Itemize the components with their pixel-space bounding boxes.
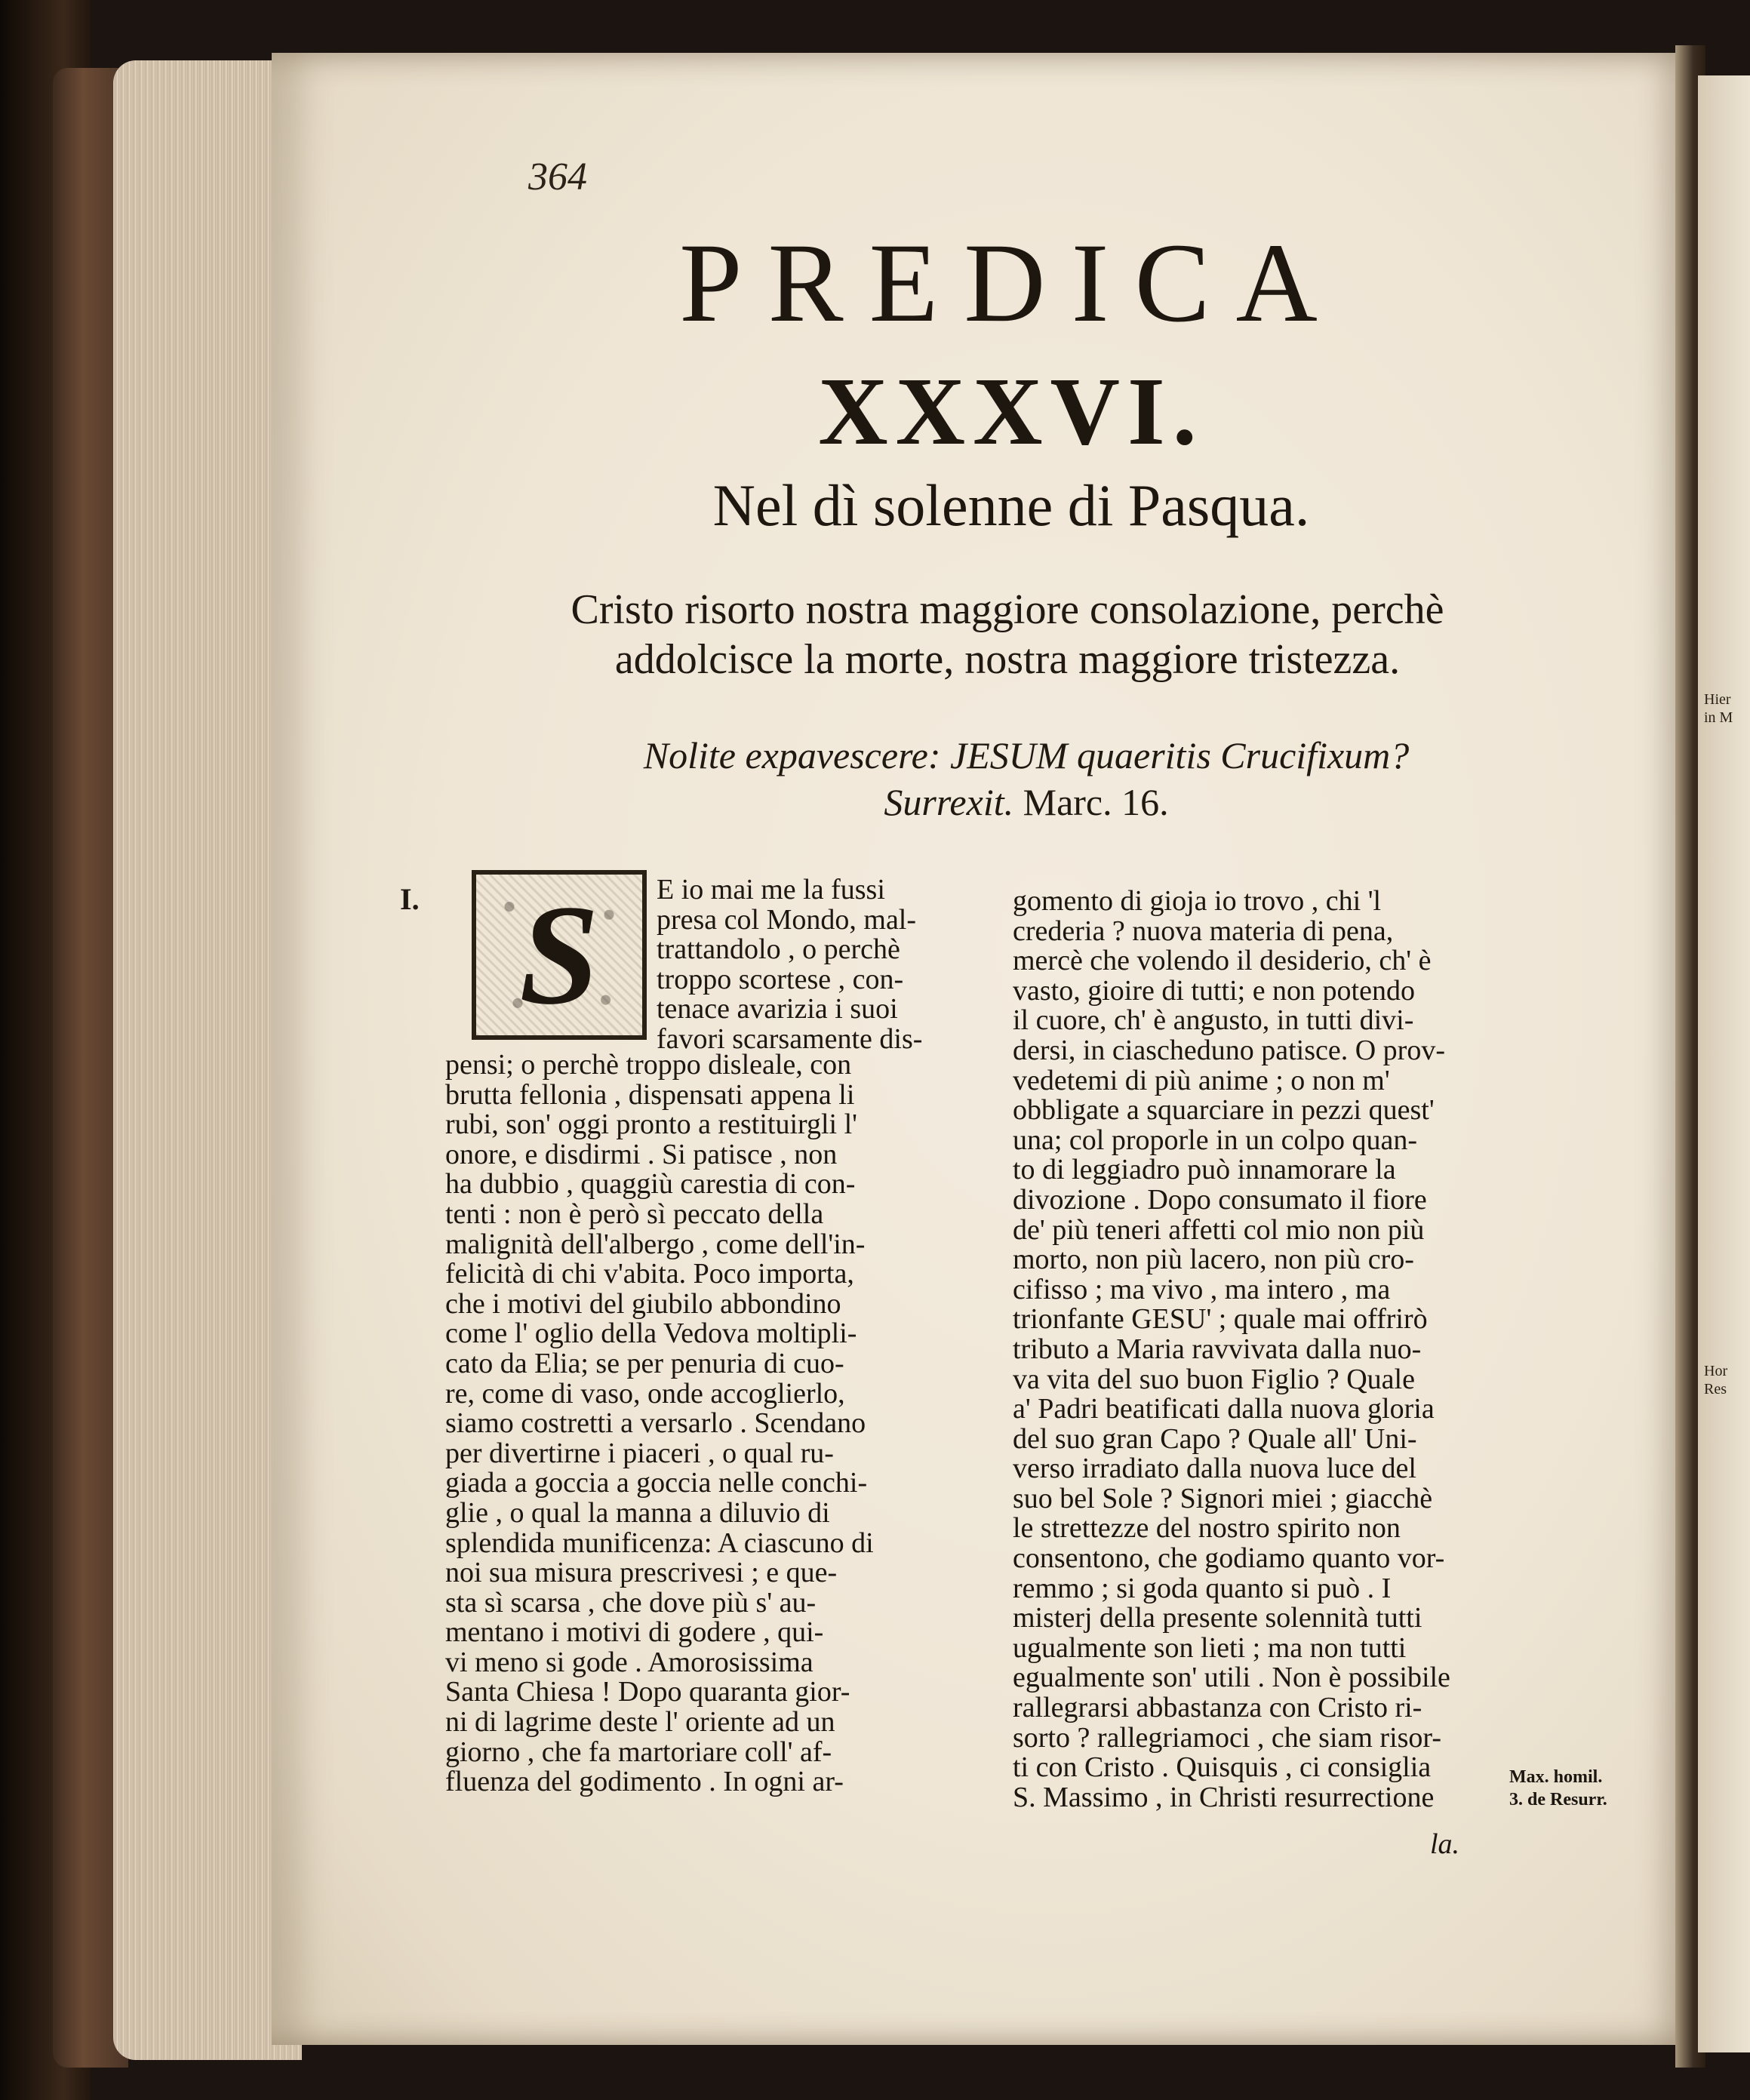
facing-page [1698, 75, 1750, 2052]
facing-page-text-mid: Hor Res [1704, 1363, 1728, 1397]
page-number: 364 [528, 155, 587, 198]
decorated-initial: S [472, 870, 647, 1040]
page-title: PREDICA [679, 220, 1343, 346]
paragraph-number: I. [400, 882, 420, 916]
sermon-occasion: Nel dì solenne di Pasqua. [712, 472, 1310, 538]
epigraph: Nolite expavescere: JESUM quaeritis Crucifixum? Surrexit. Marc. 16. [643, 734, 1410, 823]
sermon-numeral: XXXVI. [818, 358, 1204, 465]
left-column-text: pensi; o perchè troppo disleale, con brutta fellonia , dispensati appena li rubi, son' oggi pronto a restituirgli l' onore, e disdirmi . Si patisce , non ha dubbio , quaggiù carestia di con- tenti : non è però sì peccato della malignità dell'albergo , come dell'in- felicità di chi v'abita. Poco importa, che i motivi del giubilo abbondino come l' oglio della Vedova moltipli- cato da Elia; se per penuria di cuo- re, come di vaso, onde accoglierlo, siamo costretti a versarlo . Scendano per divertirne i piaceri , o qual ru- giada a goccia a goccia nelle conchi- glie , o qual la manna a diluvio di splendida munificenza: A ciascuno di noi sua misura prescrivesi ; e que- sta sì scarsa , che dove più s' au- mentano i motivi di godere , qui- vi meno si gode . Amorosissima Santa Chiesa ! Dopo quaranta gior- ni di lagrime deste l' oriente ad un giorno , che fa martoriare coll' af- fluenza del godimento . In ogni ar- [445, 1049, 874, 1798]
margin-note: Max. homil. 3. de Resurr. [1509, 1767, 1607, 1809]
sermon-subject: Cristo risorto nostra maggiore consolazione, perchè addolcisce la morte, nostra maggiore tristezza. [571, 586, 1444, 683]
left-column-opening: E io mai me la fussi presa col Mondo, mal- trattandolo , o perchè troppo scortese , con- tenace avarizia i suoi favori scarsamente dis- [657, 874, 923, 1055]
catchword: la. [1430, 1828, 1460, 1860]
right-column-text: gomento di gioja io trovo , chi 'l crederia ? nuova materia di pena, mercè che volendo il desiderio, ch' è vasto, gioire di tutti; e non potendo il cuore, ch' è angusto, in tutti divi- dersi, in ciascheduno patisce. O prov- vedetemi di più anime ; o non m' obbligate a squarciare in pezzi quest' una; col proporle in un colpo quan- to di leggiadro può innamorare la divozione . Dopo consumato il fiore de' più teneri affetti col mio non più morto, non più lacero, non più cro- cifisso ; ma vivo , ma intero , ma trionfante GESU' ; quale mai offrirò tributo a Maria ravvivata dalla nuo- va vita del suo buon Figlio ? Quale a' Padri beatificati dalla nuova gloria del suo gran Capo ? Quale all' Uni- verso irradiato dalla nuova luce del suo bel Sole ? Signori miei ; giacchè le strettezze del nostro spirito non consentono, che godiamo quanto vor- remmo ; si goda quanto si può . I misterj della presente solennità tutti ugualmente son lieti ; ma non tutti egualmente son' utili . Non è possibile rallegrarsi abbastanza con Cristo ri- sorto ? rallegriamoci , che siam risor- ti con Cristo . Quisquis , ci consiglia S. Massimo , in Christi resurrectione [1013, 885, 1450, 1813]
facing-page-text-top: Hier in M [1704, 691, 1733, 726]
